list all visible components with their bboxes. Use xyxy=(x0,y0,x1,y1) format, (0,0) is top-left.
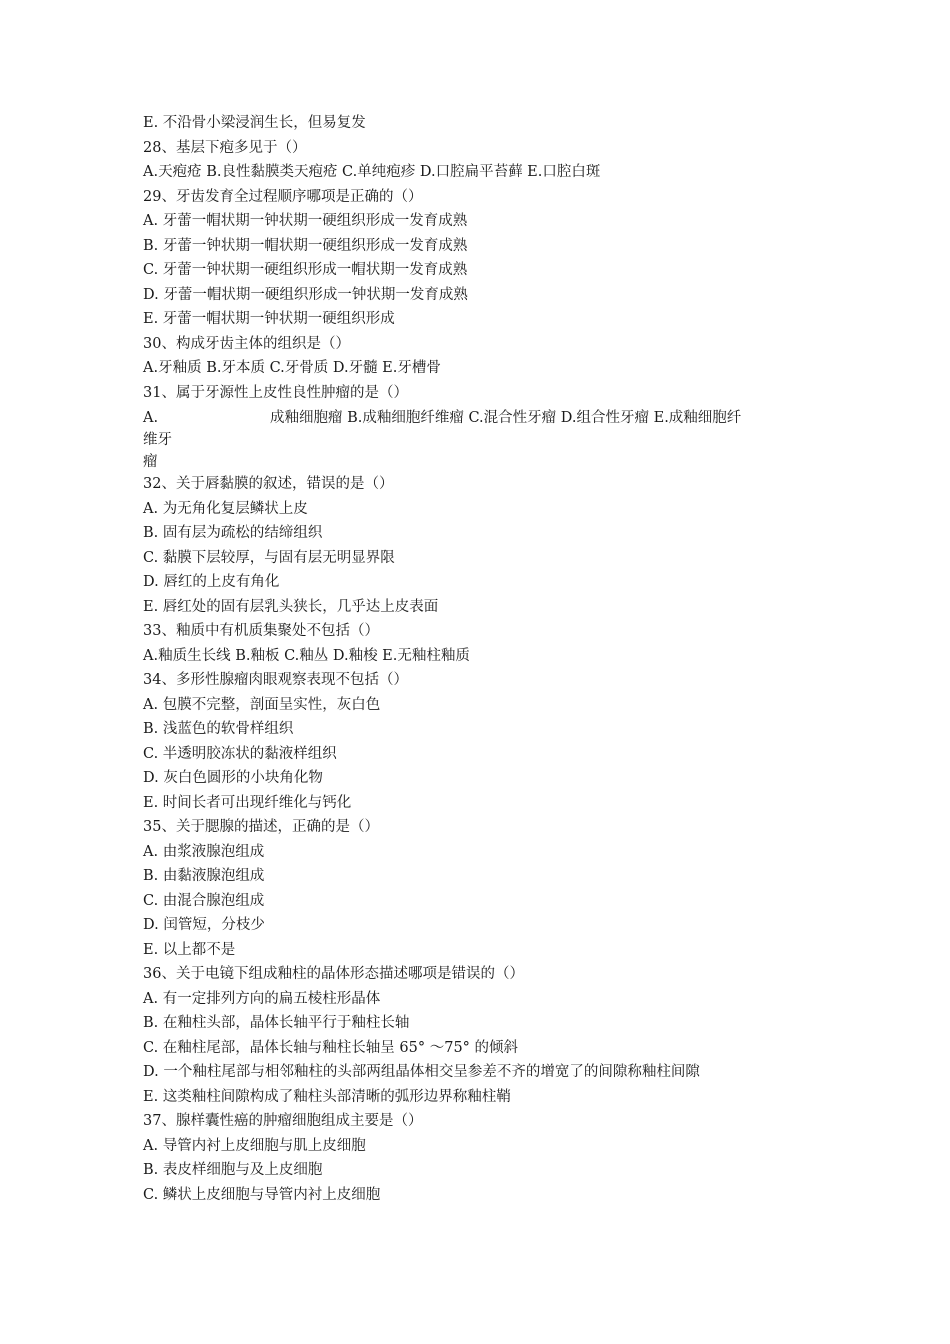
q31-option-prefix: A. xyxy=(143,410,159,426)
text-line: A.牙釉质 B.牙本质 C.牙骨质 D.牙髓 E.牙槽骨 xyxy=(143,360,441,376)
text-line: A. 牙蕾一帽状期一钟状期一硬组织形成一发育成熟 xyxy=(143,213,468,229)
text-line: A.釉质生长线 B.釉板 C.釉丛 D.釉梭 E.无釉柱釉质 xyxy=(143,647,470,664)
text-line: A. 为无角化复层鳞状上皮 xyxy=(143,500,308,517)
text-line: B. 固有层为疏松的结缔组织 xyxy=(143,525,323,541)
text-line: C. 由混合腺泡组成 xyxy=(143,892,265,909)
text-line: E. 不沿骨小梁浸润生长，但易复发 xyxy=(143,115,366,131)
text-line: B. 浅蓝色的软骨样组织 xyxy=(143,721,294,737)
q31-wrap-line-1: 维牙 xyxy=(143,432,172,448)
text-line: 28、基层下疱多见于（） xyxy=(143,139,307,156)
text-line: E. 唇红处的固有层乳头狭长，几乎达上皮表面 xyxy=(143,598,439,615)
text-line: C. 半透明胶冻状的黏液样组织 xyxy=(143,745,337,762)
text-line: C. 在釉柱尾部，晶体长轴与釉柱长轴呈 65° 〜75° 的倾斜 xyxy=(143,1039,519,1056)
text-line: A.天疱疮 B.良性黏膜类天疱疮 C.单纯疱疹 D.口腔扁平苔藓 E.口腔白斑 xyxy=(143,164,601,180)
text-line: E. 以上都不是 xyxy=(143,941,236,958)
text-line: B. 牙蕾一钟状期一帽状期一硬组织形成一发育成熟 xyxy=(143,237,468,254)
text-line: A. 包膜不完整，剖面呈实性，灰白色 xyxy=(143,696,381,713)
text-line: 33、釉质中有机质集聚处不包括（） xyxy=(143,623,379,639)
text-line: D. 闰管短，分枝少 xyxy=(143,917,265,933)
text-line: 37、腺样囊性癌的肿瘤细胞组成主要是（） xyxy=(143,1113,423,1129)
q31-options-text: 成釉细胞瘤 B.成釉细胞纤维瘤 C.混合性牙瘤 D.组合性牙瘤 E.成釉细胞纤 xyxy=(270,410,742,426)
text-line: C. 牙蕾一钟状期一硬组织形成一帽状期一发育成熟 xyxy=(143,262,468,278)
text-line: D. 灰白色圆形的小块角化物 xyxy=(143,770,323,786)
text-line: D. 一个釉柱尾部与相邻釉柱的头部两组晶体相交呈参差不齐的增宽了的间隙称釉柱间隙 xyxy=(143,1064,700,1080)
text-line: 36、关于电镜下组成釉柱的晶体形态描述哪项是错误的（） xyxy=(143,966,524,982)
text-line: C. 鳞状上皮细胞与导管内衬上皮细胞 xyxy=(143,1186,381,1203)
text-line: D. 牙蕾一帽状期一硬组织形成一钟状期一发育成熟 xyxy=(143,286,468,303)
text-line: B. 表皮样细胞与及上皮细胞 xyxy=(143,1162,323,1178)
q31-options-line xyxy=(143,408,742,428)
text-line: E. 牙蕾一帽状期一钟状期一硬组织形成 xyxy=(143,311,395,327)
text-line: A. 由浆液腺泡组成 xyxy=(143,843,265,860)
text-line: E. 这类釉柱间隙构成了釉柱头部清晰的弧形边界称釉柱鞘 xyxy=(143,1088,511,1105)
text-line: 35、关于腮腺的描述，正确的是（） xyxy=(143,819,379,835)
text-line: 29、牙齿发育全过程顺序哪项是正确的（） xyxy=(143,188,423,205)
text-line: A. 有一定排列方向的扁五棱柱形晶体 xyxy=(143,990,381,1007)
text-line: 31、属于牙源性上皮性良性肿瘤的是（） xyxy=(143,384,408,401)
text-line: E. 时间长者可出现纤维化与钙化 xyxy=(143,794,352,811)
text-line: 32、关于唇黏膜的叙述，错误的是（） xyxy=(143,476,394,492)
q31-wrap-line-2: 瘤 xyxy=(143,454,158,470)
text-line: B. 在釉柱头部，晶体长轴平行于釉柱长轴 xyxy=(143,1015,410,1031)
text-line: B. 由黏液腺泡组成 xyxy=(143,868,265,884)
text-line: C. 黏膜下层较厚，与固有层无明显界限 xyxy=(143,549,395,566)
text-line: D. 唇红的上皮有角化 xyxy=(143,574,280,590)
text-line: 34、多形性腺瘤肉眼观察表现不包括（） xyxy=(143,672,408,688)
text-line: 30、构成牙齿主体的组织是（） xyxy=(143,335,350,352)
text-line: A. 导管内衬上皮细胞与肌上皮细胞 xyxy=(143,1137,366,1154)
